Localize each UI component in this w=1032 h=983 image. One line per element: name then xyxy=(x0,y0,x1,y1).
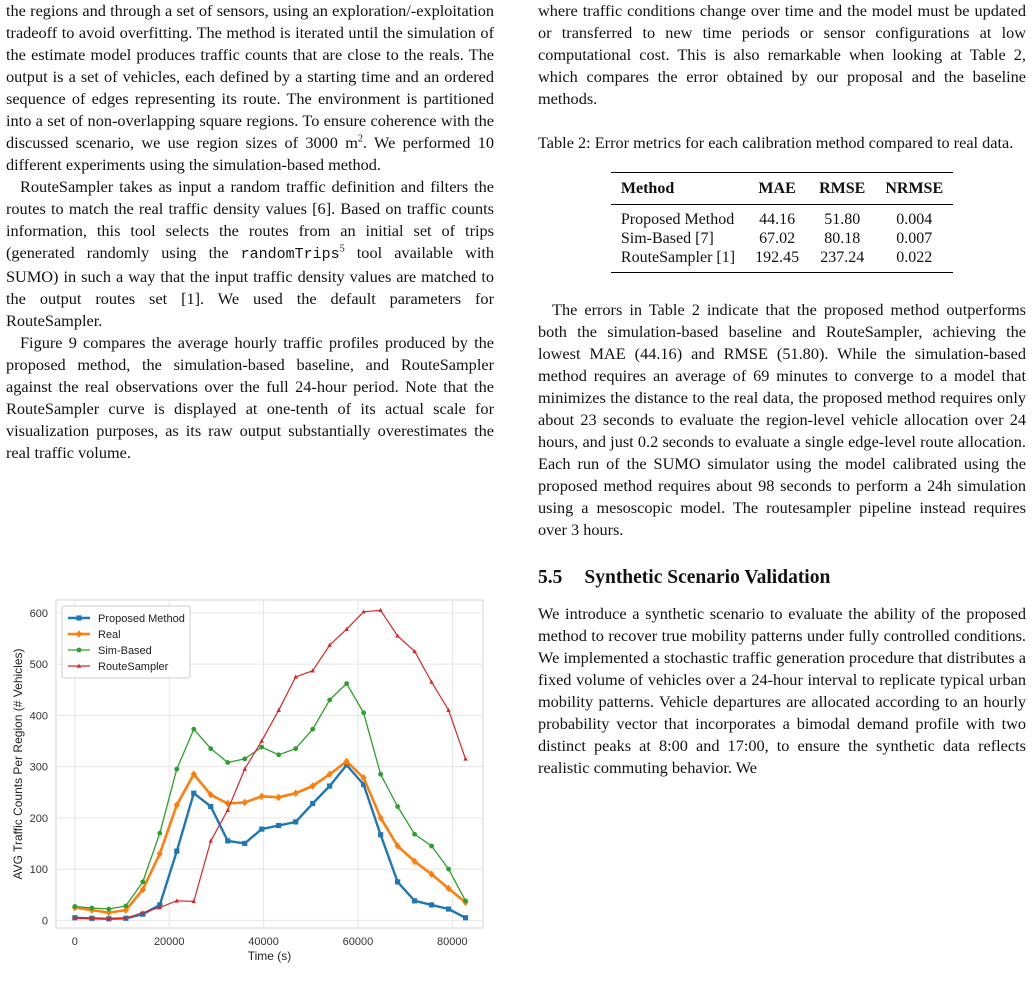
paragraph: RouteSampler takes as input a random traffic definition and filters the routes to match the real traffic density values [6]. Based on traffic counts information, this tool selects the routes from an initial set of trips (generated randomly using the randomTrips$^5$ tool available with SUMO) in such a way that the input traffic density values are matched to the output routes set [1]. We used the default parameters for RouteSampler. xyxy=(6,177,495,330)
section-title: Synthetic Scenario Validation xyxy=(584,567,831,588)
table-cell: 192.45 xyxy=(755,249,800,266)
data-point xyxy=(429,844,434,849)
table-cell: 80.18 xyxy=(824,230,861,247)
data-point xyxy=(276,752,281,757)
x-tick-label: 40000 xyxy=(248,936,279,948)
data-point xyxy=(208,746,213,751)
column-header: NRMSE xyxy=(885,180,944,197)
table-cell: Sim-Based [7] xyxy=(620,230,714,247)
paragraph: Figure 9 compares the average hourly traffic profiles produced by the proposed method, the simulation-based baseline, and RouteSampler against the real observations over the full 24-hour period. Note that the RouteSampler curve is displayed at one-tenth of its actual scale for visualization purposes, as its raw output substantially overestimates the real traffic volume. xyxy=(6,333,494,462)
data-point xyxy=(225,838,230,843)
traffic-profile-chart xyxy=(0,570,500,980)
paragraph: where traffic conditions change over time and the model must be updated or transferred to new time periods or sensor configurations at low computational cost. This is also remarkable when looking at Table 2, which compares the error obtained by our proposal and the baseline methods. xyxy=(538,1,1026,108)
legend-marker xyxy=(77,648,82,653)
y-tick-label: 300 xyxy=(29,761,48,774)
table-row xyxy=(611,205,953,230)
data-point xyxy=(361,710,366,715)
paragraph: The errors in Table 2 indicate that the proposed method outperforms both the simulation-based baseline and RouteSampler, achieving the lowest MAE (44.16) and RMSE (51.80). While the simulation-based method requires an average of 69 minutes to converge to a model that minimizes the distance to the real data, the proposed method requires only about 23 seconds to evaluate the region-level vehicle allocation over 24 hours, and just 0.2 seconds to evaluate a single edge-level route allocation. Each run of the SUMO simulator using the model calibrated using the proposed method requires about 98 seconds to perform a 24h simulation using a mesoscopic model. The routesampler pipeline instead requires over 3 hours. xyxy=(538,300,1026,539)
legend-marker xyxy=(76,615,81,620)
data-point xyxy=(174,849,179,854)
legend-entry: Real xyxy=(98,629,121,641)
x-tick-label: 0 xyxy=(71,936,78,948)
data-point xyxy=(412,898,417,903)
data-point xyxy=(293,819,298,824)
data-point xyxy=(123,904,128,909)
table-header-row xyxy=(611,173,953,205)
x-tick-label: 20000 xyxy=(153,936,185,948)
paragraph: the regions and through a set of sensors, using an exploration/-exploitation tradeoff to avoid overfitting. The method is iterated until the simulation of the estimate model produces traffic counts that are close to the reals. The output is a set of vehicles, each defined by a starting time and an ordered sequence of edges representing its route. The environment is partitioned into a set of non-overlapping square regions. To ensure coherence with the discussed scenario, we use region sizes of 3000 $m^2$. We performed 10 different experiments using the simulation-based method. xyxy=(6,1,494,174)
paragraph: We introduce a synthetic scenario to evaluate the ability of the proposed method to recover true mobility patterns under fully controlled conditions. We implemented a stochastic traffic generation procedure that distributes a fixed volume of vehicles over a 24-hour interval to replicate typical urban mobility patterns. Vehicle departures are allocated according to an hourly probability vector that incorporates a bimodal demand profile with two distinct peaks at 8:00 and 17:00, to ensure the synthetic data reflects realistic commuting behavior. We xyxy=(538,604,1026,777)
data-point xyxy=(276,823,281,828)
legend-entry: RouteSampler xyxy=(98,661,169,673)
data-point xyxy=(242,756,247,761)
error-metrics-table xyxy=(611,172,953,273)
data-point xyxy=(344,681,349,686)
legend-entry: Proposed Method xyxy=(98,613,185,625)
x-tick-label: 80000 xyxy=(437,936,468,948)
data-point xyxy=(395,804,400,809)
y-tick-label: 500 xyxy=(29,659,48,672)
data-point xyxy=(293,746,298,751)
table-row xyxy=(611,229,953,248)
y-tick-label: 100 xyxy=(29,864,48,877)
table-cell: Proposed Method xyxy=(620,211,735,228)
data-point xyxy=(378,772,383,777)
table-cell: 51.80 xyxy=(824,211,861,228)
data-point xyxy=(395,879,400,884)
y-tick-label: 200 xyxy=(29,812,48,825)
data-point xyxy=(310,801,315,806)
data-point xyxy=(89,906,94,911)
data-point xyxy=(378,832,383,837)
table-cell: 237.24 xyxy=(820,249,865,266)
data-point xyxy=(429,902,434,907)
data-point xyxy=(208,804,213,809)
data-point xyxy=(225,760,230,765)
data-point xyxy=(463,915,468,920)
data-point xyxy=(310,727,315,732)
data-point xyxy=(327,698,332,703)
y-tick-label: 600 xyxy=(29,607,48,620)
data-point xyxy=(259,745,264,750)
data-point xyxy=(72,904,77,909)
table-caption: Table 2: Error metrics for each calibration method compared to real data. xyxy=(538,133,1014,152)
legend-entry: Sim-Based xyxy=(98,645,152,657)
column-header: Method xyxy=(620,180,675,197)
data-point xyxy=(446,867,451,872)
data-point xyxy=(412,832,417,837)
data-point xyxy=(157,831,162,836)
table-cell: 44.16 xyxy=(759,211,796,228)
data-point xyxy=(191,727,196,732)
section-number: 5.5 xyxy=(538,567,563,588)
table-cell: 0.007 xyxy=(896,230,933,247)
data-point xyxy=(242,841,247,846)
data-point xyxy=(327,783,332,788)
left-column xyxy=(6,0,494,464)
table-cell: 0.004 xyxy=(896,211,933,228)
data-point xyxy=(106,907,111,912)
table-cell: 67.02 xyxy=(759,230,796,247)
data-point xyxy=(140,879,145,884)
column-header: RMSE xyxy=(819,180,866,197)
right-column xyxy=(538,0,1026,779)
section-heading xyxy=(538,567,1026,589)
table-cell: 0.022 xyxy=(896,249,933,266)
data-point xyxy=(259,826,264,831)
y-tick-label: 400 xyxy=(29,710,48,723)
data-point xyxy=(174,767,179,772)
data-point xyxy=(446,906,451,911)
y-axis-label: AVG Traffic Counts Per Region (# Vehicles) xyxy=(11,648,25,880)
y-tick-label: 0 xyxy=(41,915,48,928)
column-header: MAE xyxy=(758,180,796,197)
data-point xyxy=(191,791,196,796)
code-text: randomTrips xyxy=(240,246,340,263)
x-tick-label: 60000 xyxy=(342,936,374,948)
footnote-marker: 5 xyxy=(339,243,345,255)
table-cell: RouteSampler [1] xyxy=(620,249,736,266)
table-row xyxy=(611,248,953,273)
x-axis-label: Time (s) xyxy=(247,949,292,963)
data-point xyxy=(463,898,468,903)
